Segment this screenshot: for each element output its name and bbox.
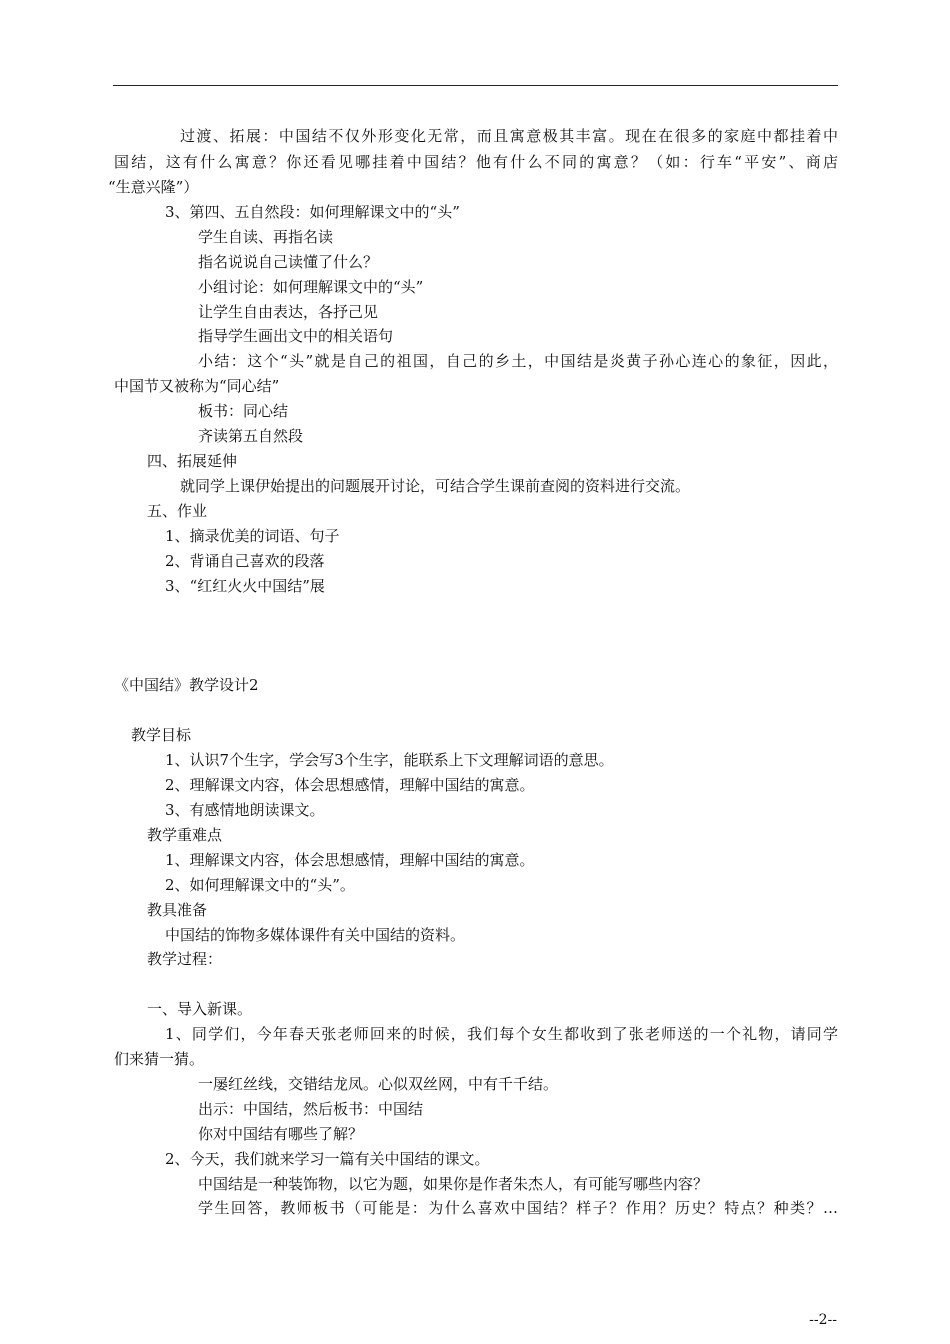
text-line: 2、今天，我们就来学习一篇有关中国结的课文。: [165, 1150, 490, 1168]
text-line: 中国结的饰物多媒体课件有关中国结的资料。: [165, 926, 466, 944]
text-line: 学生回答，教师板书（可能是：为什么喜欢中国结？样子？作用？历史？特点？种类？…: [198, 1199, 838, 1217]
section-heading: 四、拓展延伸: [147, 452, 238, 470]
list-item: 2、理解课文内容，体会思想感情，理解中国结的寓意。: [165, 776, 535, 794]
text-line: 就同学上课伊始提出的问题展开讨论，可结合学生课前查阅的资料进行交流。: [180, 477, 691, 495]
text-line: 小组讨论：如何理解课文中的“头”: [198, 278, 424, 296]
text-line: 中国节又被称为“同心结”: [114, 377, 280, 395]
text-line: 学生自读、再指名读: [198, 228, 334, 246]
section-heading: 教具准备: [147, 901, 208, 919]
section-heading: 教学重难点: [147, 826, 223, 844]
text-line: 你对中国结有哪些了解？: [198, 1125, 364, 1143]
text-line: 指导学生画出文中的相关语句: [198, 327, 394, 345]
section-heading: 教学过程：: [147, 950, 223, 968]
page-number: --2--: [809, 1312, 837, 1328]
text-line: 中国结是一种装饰物，以它为题，如果你是作者朱杰人，有可能写哪些内容？: [198, 1175, 709, 1193]
section-heading: 一、导入新课。: [147, 1000, 253, 1018]
text-line: 们来猜一猜。: [114, 1050, 205, 1068]
text-line: 让学生自由表达，各抒己见: [198, 303, 379, 321]
list-item: 2、背诵自己喜欢的段落: [165, 552, 325, 570]
text-line: 一屡红丝线，交错结龙凤。心似双丝网，中有千千结。: [198, 1075, 559, 1093]
text-line: 过渡、拓展：中国结不仅外形变化无常，而且寓意极其丰富。现在在很多的家庭中都挂着中: [180, 127, 838, 145]
list-item: 1、摘录优美的词语、句子: [165, 527, 340, 545]
section-heading: 教学目标: [131, 726, 192, 744]
header-rule: [113, 85, 838, 86]
text-line: 板书：同心结: [198, 402, 289, 420]
text-line: 指名说说自己读懂了什么？: [198, 253, 379, 271]
list-item: 1、理解课文内容，体会思想感情，理解中国结的寓意。: [165, 851, 535, 869]
text-line: 国结，这有什么寓意？你还看见哪挂着中国结？他有什么不同的寓意？（如：行车“平安”、商店: [114, 153, 838, 171]
text-line: “生意兴隆”）: [108, 178, 199, 196]
document-title: 《中国结》教学设计2: [114, 676, 259, 694]
list-item: 3、“红红火火中国结”展: [165, 577, 325, 595]
text-line: 出示：中国结，然后板书：中国结: [198, 1100, 424, 1118]
list-item: 2、如何理解课文中的“头”。: [165, 876, 355, 894]
list-item: 3、有感情地朗读课文。: [165, 801, 325, 819]
section-heading: 3、第四、五自然段：如何理解课文中的“头”: [165, 203, 460, 221]
section-heading: 五、作业: [147, 502, 208, 520]
list-item: 1、认识7个生字，学会写3个生字，能联系上下文理解词语的意思。: [165, 751, 614, 769]
text-line: 齐读第五自然段: [198, 427, 304, 445]
text-line: 小结：这个“头”就是自己的祖国，自己的乡土，中国结是炎黄子孙心连心的象征，因此，: [198, 352, 838, 370]
text-line: 1、同学们，今年春天张老师回来的时候，我们每个女生都收到了张老师送的一个礼物，请同学: [165, 1025, 838, 1043]
